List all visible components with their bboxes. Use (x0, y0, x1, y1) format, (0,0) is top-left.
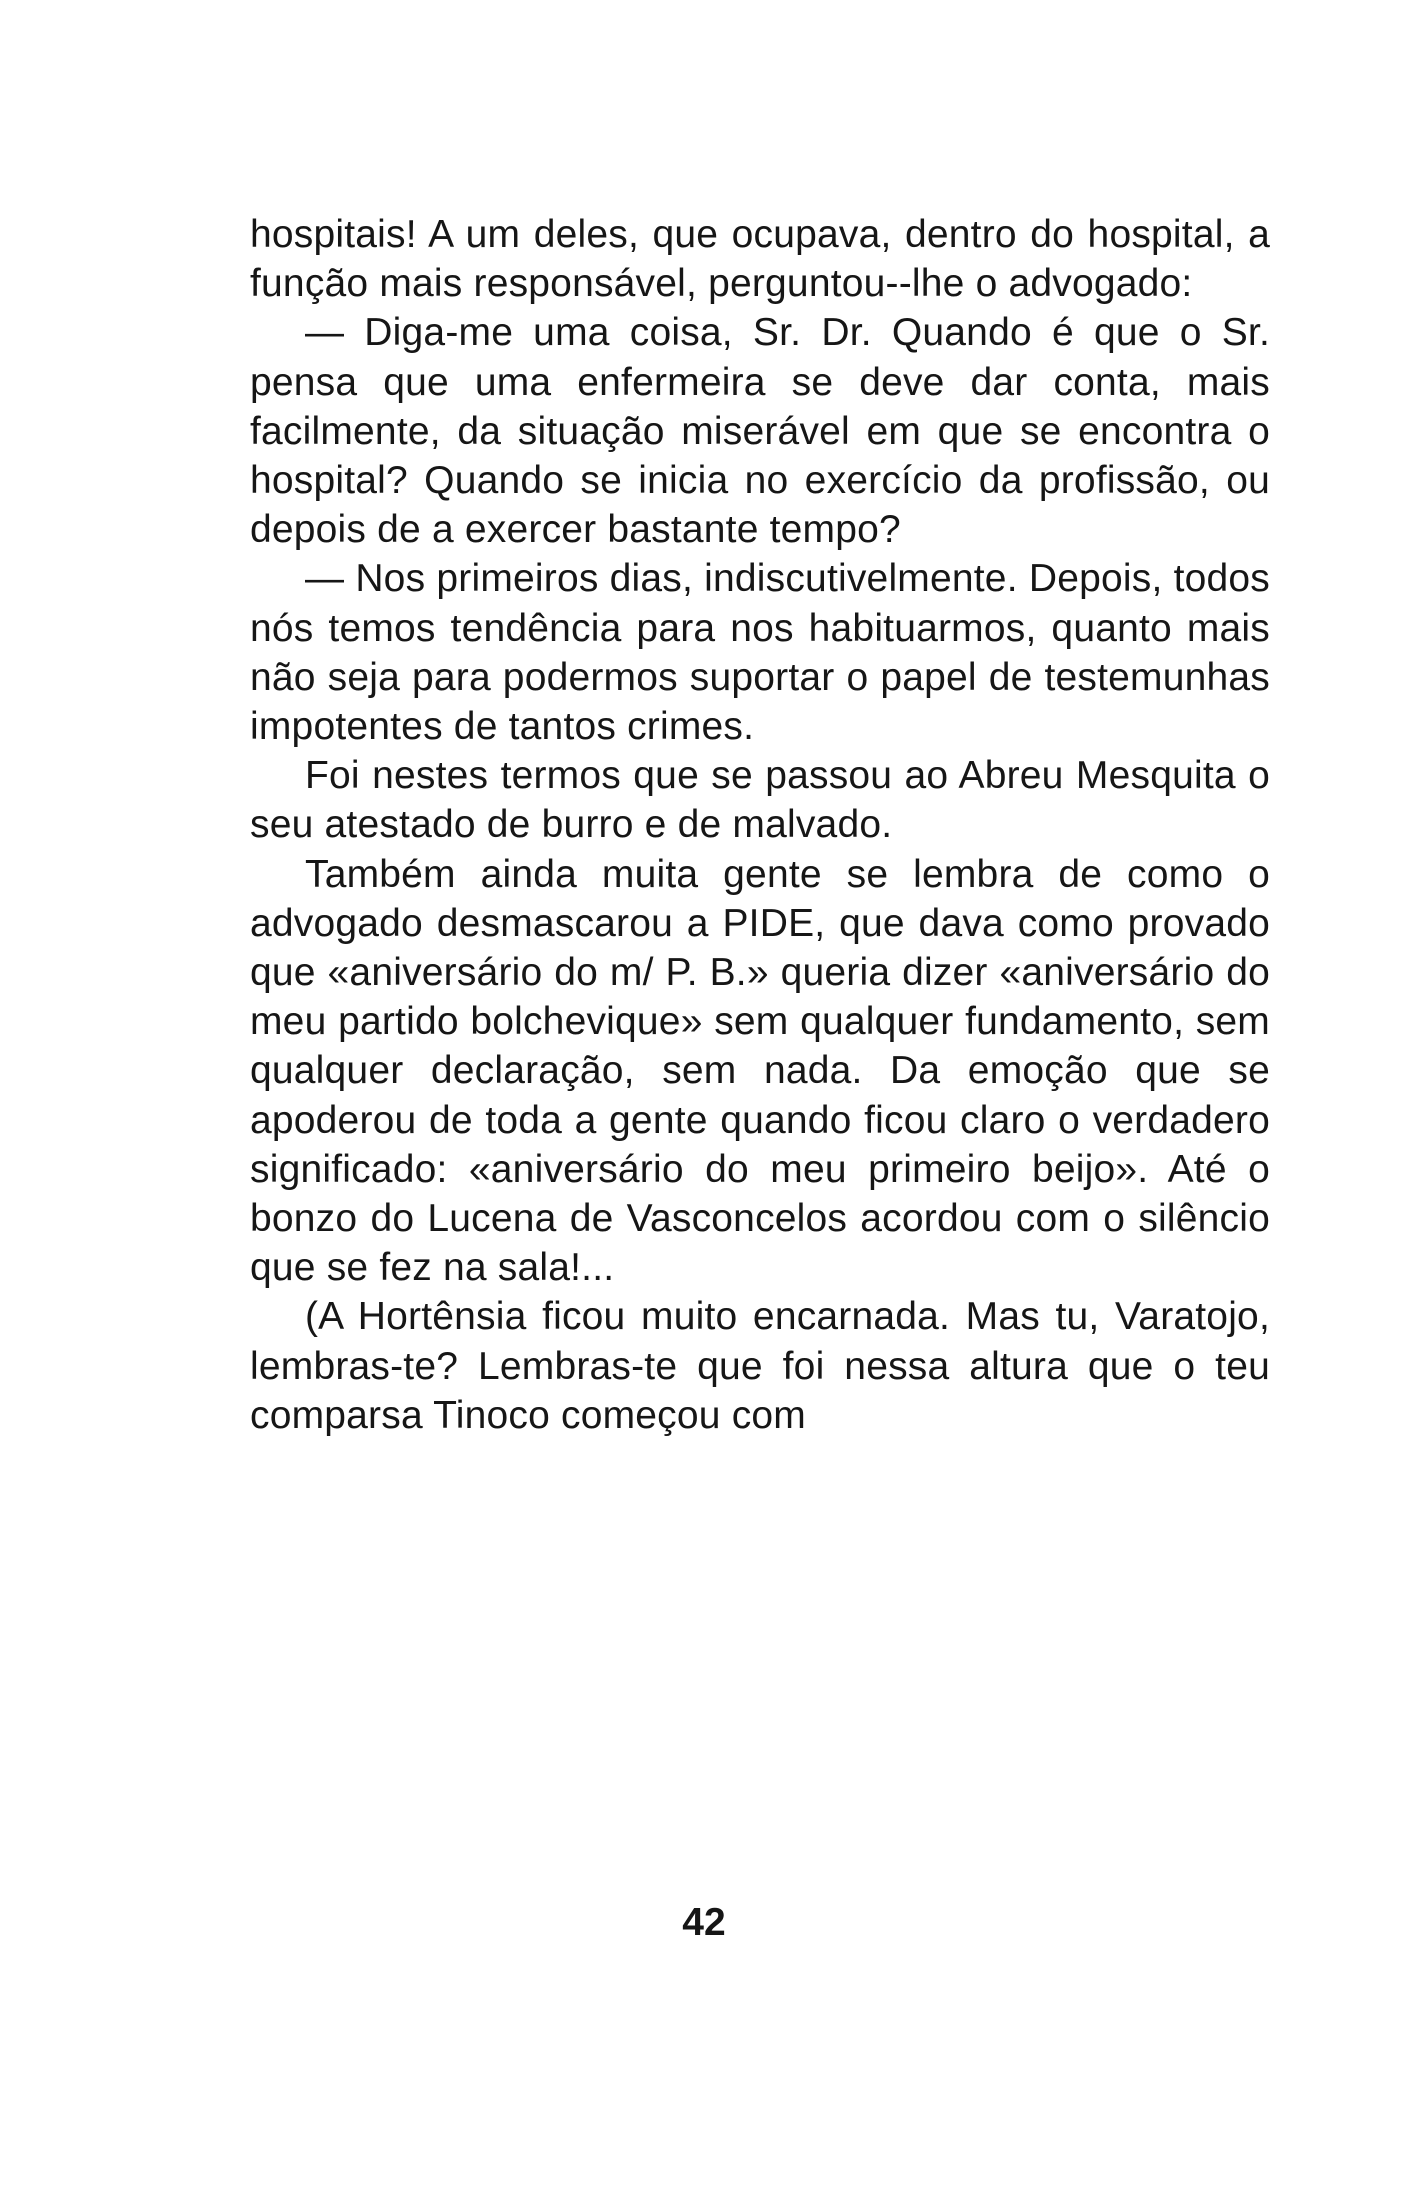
paragraph-4: Foi nestes termos que se passou ao Abreu Mesquita o seu atestado de burro e de malvado. (250, 754, 1270, 847)
paragraph-3: — Nos primeiros dias, indiscutivelmente. Depois, todos nós temos tendência para nos habituarmos, quanto mais não seja para podermos suportar o papel de testemunhas impotentes de tantos crimes. (250, 557, 1270, 749)
paragraph-6: (A Hortênsia ficou muito encarnada. Mas tu, Varatojo, lembras-te? Lembras-te que foi nessa altura que o teu comparsa Tinoco começou com (250, 1295, 1270, 1437)
paragraph-2: — Diga-me uma coisa, Sr. Dr. Quando é que o Sr. pensa que uma enfermeira se deve dar conta, mais facilmente, da situação miserável em que se encontra o hospital? Quando se inicia no exercício da profissão, ou depois de a exercer bastante tempo? (250, 311, 1270, 552)
body-text (250, 210, 1270, 1440)
paragraph-5: Também ainda muita gente se lembra de como o advogado desmascarou a PIDE, que dava como provado que «aniversário do m/ P. B.» queria dizer «aniversário do meu partido bolchevique» sem qualquer fundamento, sem qualquer declaração, sem nada. Da emoção que se apoderou de toda a gente quando ficou claro o verdadero significado: «aniversário do meu primeiro beijo». Até o bonzo do Lucena de Vasconcelos acordou com o silêncio que se fez na sala!... (250, 852, 1270, 1290)
paragraph-1: hospitais! A um deles, que ocupava, dentro do hospital, a função mais responsável, perguntou-‑lhe o advogado: (250, 213, 1270, 306)
page-number: 42 (682, 1901, 726, 1944)
